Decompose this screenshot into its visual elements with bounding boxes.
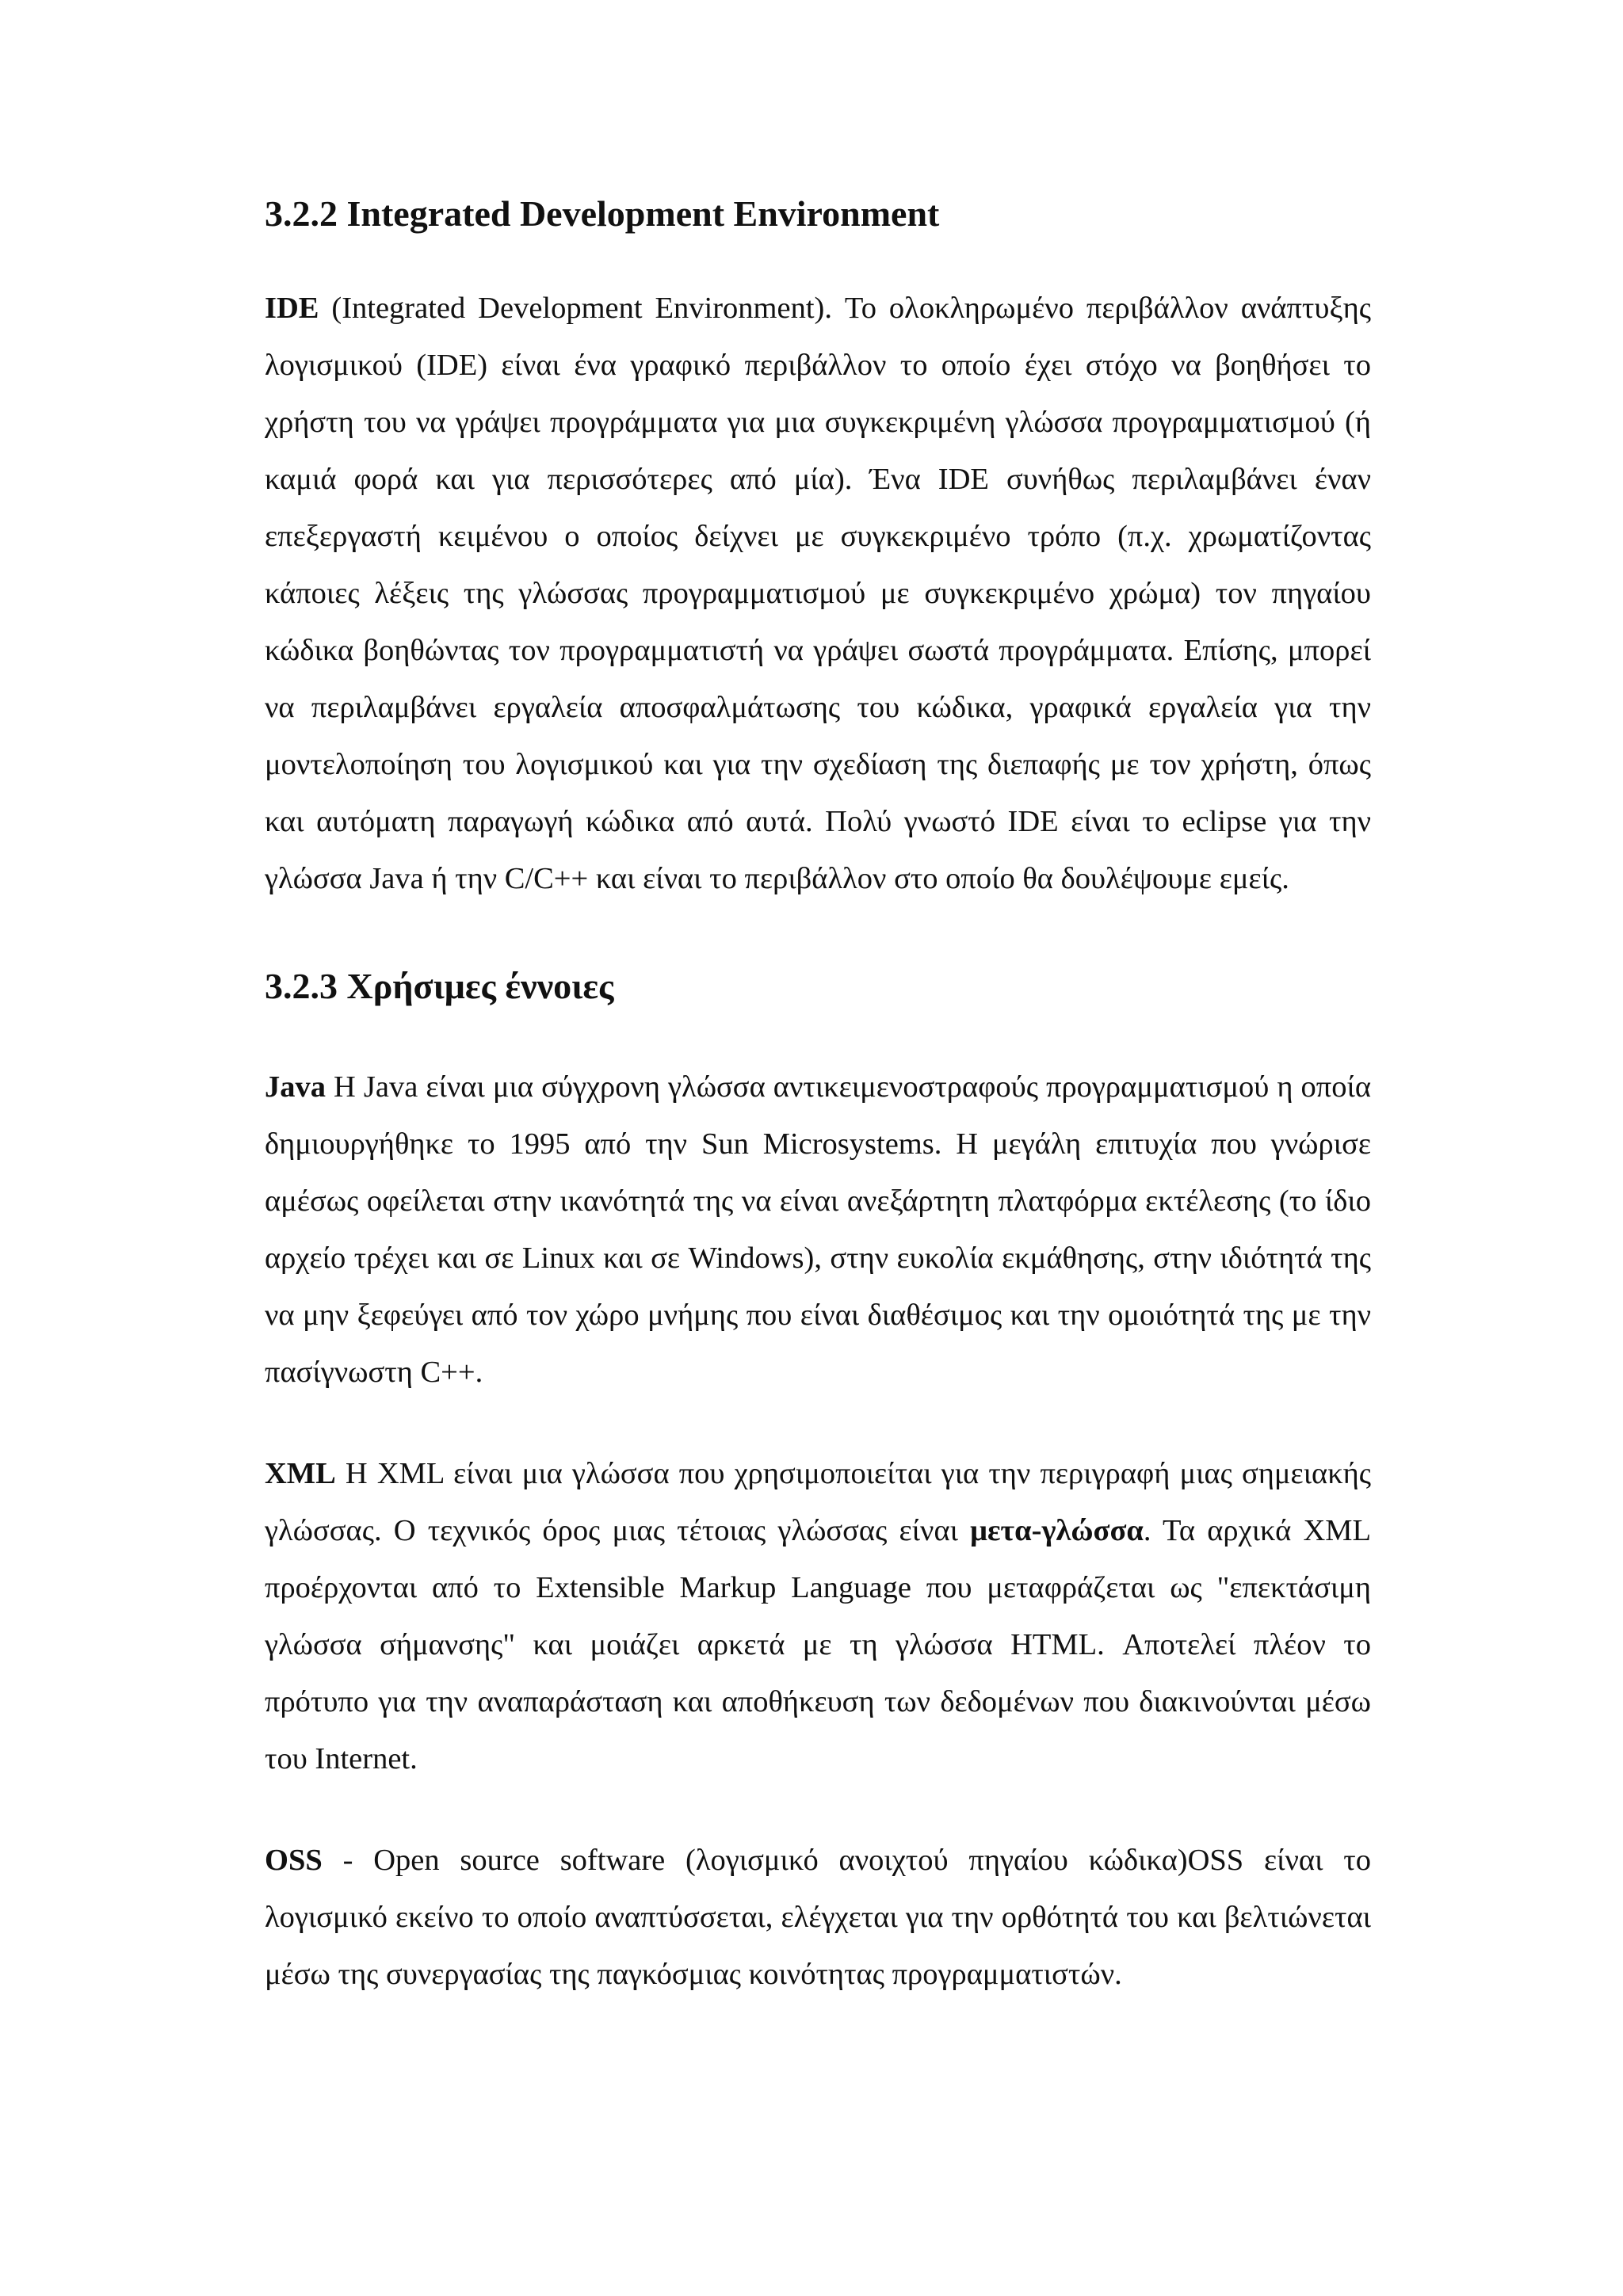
paragraph-ide-body: (Integrated Development Environment). Το ολοκληρωμένο περιβάλλον ανάπτυξης λογισμικού (IDE) είναι ένα γραφικό περιβάλλον το οποίο έχει στόχο να βοηθήσει το χρήστη του να γράψει προγράμματα για μια συγκεκριμένη γλώσσα προγραμματισμού (ή καμιά φορά και για περισσότερες από μία). Ένα IDE συνήθως περιλαμβάνει έναν επεξεργαστή κειμένου ο οποίος δείχνει με συγκεκριμένο τρόπο (π.χ. χρωματίζοντας κάποιες λέξεις της γλώσσας προγραμματισμού με συγκεκριμένο χρώμα) τον πηγαίου κώδικα βοηθώντας τον προγραμματιστή να γράψει σωστά προγράμματα. Επίσης, μπορεί να περιλαμβάνει εργαλεία αποσφαλμάτωσης του κώδικα, γραφικά εργαλεία για την μοντελοποίηση του λογισμικού και για την σχεδίαση της διεπαφής με τον χρήστη, όπως και αυτόματη παραγωγή κώδικα από αυτά. Πολύ γνωστό IDE είναι το eclipse για την γλώσσα Java ή την C/C++ και είναι το περιβάλλον στο οποίο θα δουλέψουμε εμείς. — [265, 292, 1371, 896]
paragraph-xml — [265, 1445, 1371, 1787]
term-meta-language: μετα-γλώσσα — [970, 1514, 1144, 1548]
section-heading-ide: 3.2.2 Integrated Development Environment — [265, 193, 940, 234]
term-ide: IDE — [265, 292, 319, 326]
term-oss: OSS — [265, 1844, 323, 1878]
paragraph-java — [265, 1058, 1371, 1401]
paragraph-xml-body-before: Η XML είναι μια γλώσσα που χρησιμοποιείται για την περιγραφή μιας σημειακής γλώσσας. Ο τεχνικός όρος μιας τέτοιας γλώσσας είναι — [265, 1457, 1371, 1548]
paragraph-oss — [265, 1832, 1371, 2003]
document-page — [265, 182, 1371, 2003]
term-xml: XML — [265, 1457, 336, 1491]
term-java: Java — [265, 1070, 326, 1104]
paragraph-ide — [265, 280, 1371, 907]
paragraph-java-body: Η Java είναι μια σύγχρονη γλώσσα αντικειμενοστραφούς προγραμματισμού η οποία δημιουργήθηκε το 1995 από την Sun Microsystems. Η μεγάλη επιτυχία που γνώρισε αμέσως οφείλεται στην ικανότητά της να είναι ανεξάρτητη πλατφόρμα εκτέλεσης (το ίδιο αρχείο τρέχει και σε Linux και σε Windows), στην ευκολία εκμάθησης, στην ιδιότητά της να μην ξεφεύγει από τον χώρο μνήμης που είναι διαθέσιμος και την ομοιότητά της με την πασίγνωστη C++. — [265, 1070, 1371, 1390]
paragraph-oss-body: - Open source software (λογισμικό ανοιχτού πηγαίου κώδικα)OSS είναι το λογισμικό εκείνο το οποίο αναπτύσσεται, ελέγχεται για την ορθότητά του και βελτιώνεται μέσω της συνεργασίας της παγκόσμιας κοινότητας προγραμματιστών. — [265, 1844, 1371, 1992]
section-heading-concepts: 3.2.3 Χρήσιμες έννοιες — [265, 966, 614, 1007]
paragraph-xml-body-after: . Τα αρχικά XML προέρχονται από το Extensible Markup Language που μεταφράζεται ως "επεκτάσιμη γλώσσα σήμανσης" και μοιάζει αρκετά με τη γλώσσα HTML. Αποτελεί πλέον το πρότυπο για την αναπαράσταση και αποθήκευση των δεδομένων που διακινούνται μέσω του Internet. — [265, 1514, 1371, 1776]
